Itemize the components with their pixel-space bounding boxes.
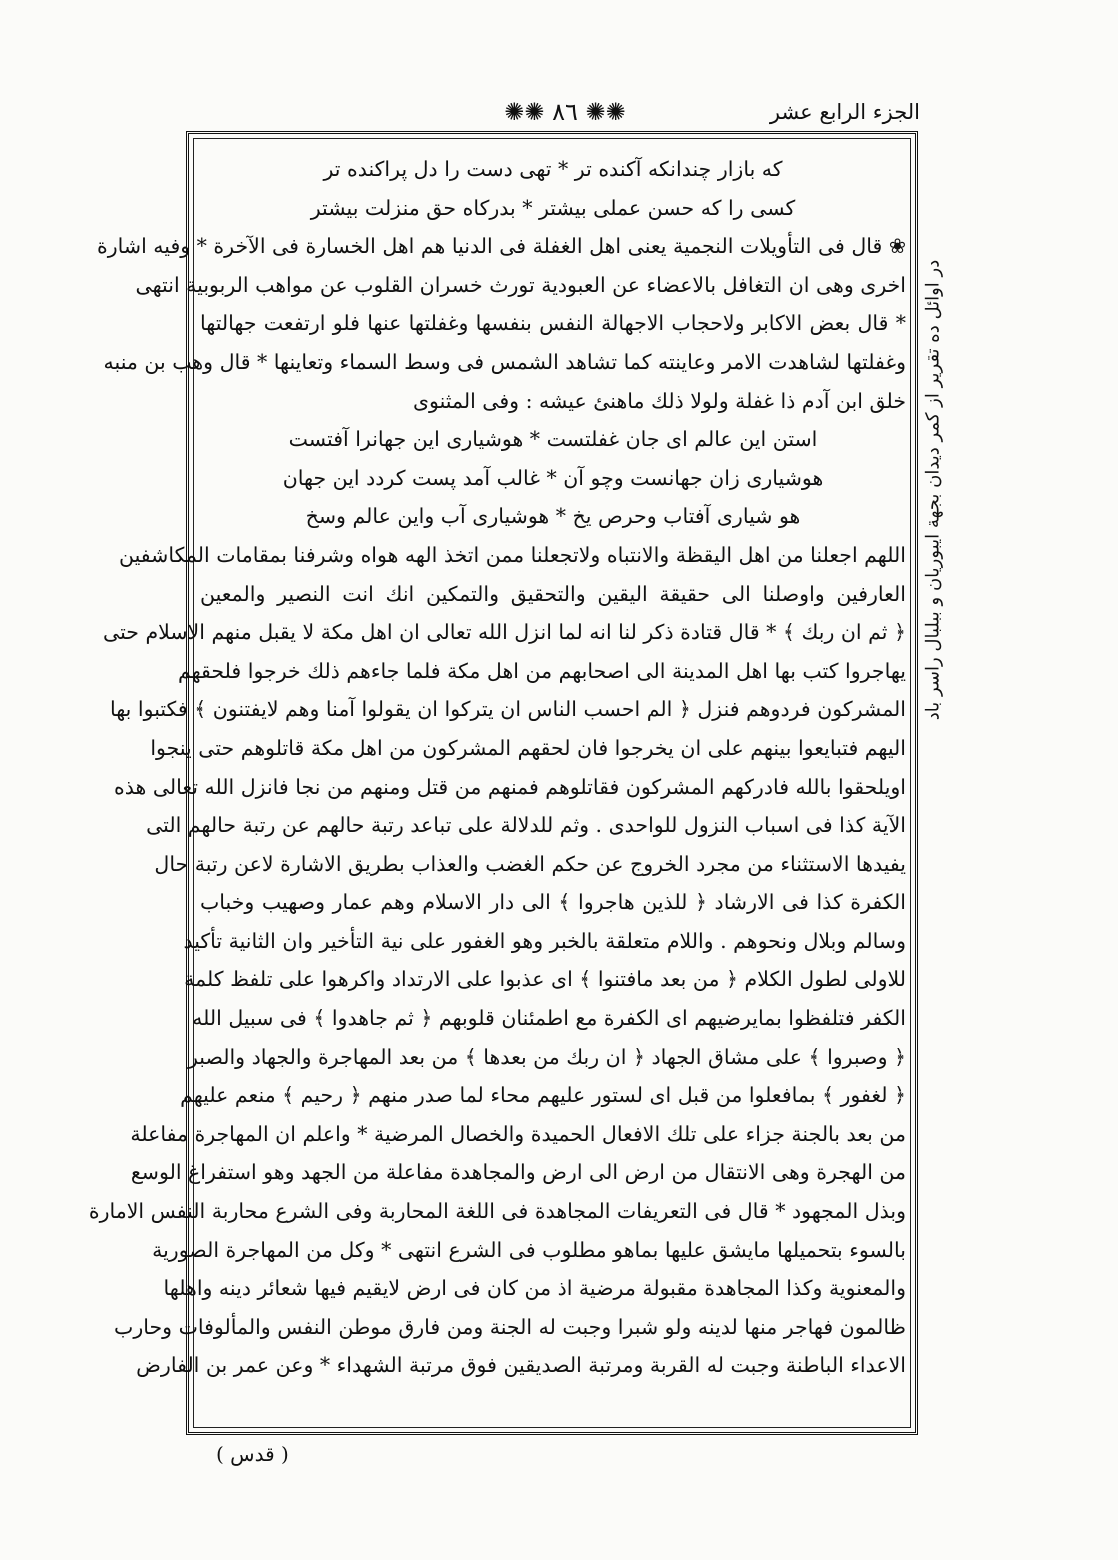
text-line: الاعداء الباطنة وجبت له القربة ومرتبة الصديقين فوق مرتبة الشهداء * وعن عمر بن الفارض bbox=[136, 1353, 906, 1378]
text-line: اخرى وهى ان التغافل بالاعضاء عن العبودية تورث خسران القلوب عن مواهب الربوبية انتهى bbox=[135, 272, 906, 297]
text-line: وبذل المجهود * قال فى التعريفات المجاهدة فى اللغة المحاربة وفى الشرع محاربة النفس الامارة bbox=[88, 1199, 906, 1224]
text-line: وغفلتها لشاهدت الامر وعاينته كما تشاهد الشمس فى وسط السماء وتعاينها * قال وهب بن منبه bbox=[103, 349, 906, 374]
text-line: بالسوء بتحميلها مايشق عليها بماهو مطلوب فى الشرع انتهى * وكل من المهاجرة الصورية bbox=[152, 1237, 906, 1262]
text-line: الكفرة كذا فى الارشاد ﴿ للذين هاجروا ﴾ الى دار الاسلام وهم عمار وصهيب وخباب bbox=[200, 890, 906, 915]
text-line: ﴿ ثم ان ربك ﴾ * قال قتادة ذكر لنا انه لما انزل الله تعالى ان اهل مكة لا يقبل منهم الاسلام حتى bbox=[102, 620, 906, 645]
margin-note bbox=[916, 200, 950, 780]
page-header bbox=[190, 98, 920, 130]
text-line: الكفر فتلفظوا بمايرضيهم اى الكفرة مع اطمئنان قلوبهم ﴿ ثم جاهدوا ﴾ فى سبيل الله bbox=[192, 1006, 906, 1031]
text-line: من الهجرة وهى الانتقال من ارض الى ارض والمجاهدة مفاعلة من الجهد وهو استفراغ الوسع bbox=[130, 1160, 906, 1185]
page-number bbox=[490, 98, 640, 126]
text-line: هوشيارى زان جهانست وچو آن * غالب آمد پست كردد اين جهان bbox=[282, 465, 824, 490]
text-line: المشركون فردوهم فنزل ﴿ الم احسب الناس ان يتركوا ان يقولوا آمنا وهم لايفتنون ﴾ فكتبوا بها bbox=[109, 697, 906, 722]
ornament-right: ✺✺ bbox=[504, 98, 553, 126]
main-text bbox=[88, 150, 906, 1385]
text-line: للاولى لطول الكلام ﴿ من بعد مافتنوا ﴾ اى عذبوا على الارتداد واكرهوا على تلفظ كلمة bbox=[184, 967, 906, 992]
part-label: الجزء الرابع عشر bbox=[769, 100, 920, 124]
text-line: ﴿ لغفور ﴾ بمافعلوا من قبل اى لستور عليهم محاء لما صدر منهم ﴿ رحيم ﴾ منعم عليهم bbox=[180, 1083, 906, 1108]
text-line: الآية كذا فى اسباب النزول للواحدى . وثم للدلالة على تباعد رتبة حالهم عن رتبة حالهم التى bbox=[146, 813, 906, 838]
text-line: ❀ قال فى التأويلات النجمية يعنى اهل الغفلة فى الدنيا هم اهل الخسارة فى الآخرة * وفيه اشارة bbox=[97, 234, 906, 259]
text-line: العارفين واوصلنا الى حقيقة اليقين والتحقيق والتمكين انك انت النصير والمعين bbox=[200, 581, 906, 606]
text-line: وسالم وبلال ونحوهم . واللام متعلقة بالخبر وهو الغفور على نية التأخير وان الثانية تأكيد bbox=[183, 928, 906, 953]
text-line: كسى را كه حسن عملى بيشتر * بدركاه حق منزلت بيشتر bbox=[310, 195, 796, 220]
ornament-left: ✺✺ bbox=[577, 98, 626, 126]
text-line: اويلحقوا بالله فادركهم المشركون فقاتلوهم فمنهم من قتل ومنهم من نجا فانزل الله تعالى هذه bbox=[114, 774, 906, 799]
page-number-text: ٨٦ bbox=[552, 98, 578, 126]
text-line: ﴿ وصبروا ﴾ على مشاق الجهاد ﴿ ان ربك من بعدها ﴾ من بعد المهاجرة والجهاد والصبر bbox=[187, 1044, 906, 1069]
text-line: يفيدها الاستثناء من مجرد الخروج عن حكم الغضب والعذاب بطريق الاشارة لاعن رتبة حال bbox=[154, 851, 906, 876]
text-line: هو شيارى آفتاب وحرص يخ * هوشيارى آب واين عالم وسخ bbox=[305, 504, 801, 529]
text-line: استن اين عالم اى جان غفلتست * هوشيارى اين جهانرا آفتست bbox=[288, 427, 818, 452]
text-line: ظالمون فهاجر منها لدينه ولو شبرا وجبت له الجنة ومن فارق موطن النفس والمألوفات وحارب bbox=[114, 1314, 906, 1339]
catchword: ( قدس ) bbox=[216, 1442, 289, 1466]
text-line: اللهم اجعلنا من اهل اليقظة والانتباه ولاتجعلنا ممن اتخذ الهه هواه وشرفنا بمقامات المكاشفين bbox=[119, 542, 906, 567]
text-line: * قال بعض الاكابر ولاحجاب الاجهالة النفس بنفسها وغفلتها عنها فلو ارتفعت جهالتها bbox=[200, 311, 906, 336]
text-line: من بعد بالجنة جزاء على تلك الافعال الحميدة والخصال المرضية * واعلم ان المهاجرة مفاعلة bbox=[130, 1121, 906, 1146]
text-line: يهاجروا كتب بها اهل المدينة الى اصحابهم من اهل مكة فلما جاءهم ذلك خرجوا فلحقهم bbox=[177, 658, 906, 683]
text-line: كه بازار چندانكه آكنده تر * تهى دست را دل پراكنده تر bbox=[323, 157, 783, 181]
text-line: والمعنوية وكذا المجاهدة مقبولة مرضية اذ من كان فى ارض لايقيم فيها شعائر دينه واهلها bbox=[163, 1276, 906, 1301]
margin-note-text: در اوائل ده تقرير از كمر ديدان بجهة ايبوريان و ببلبال راسر باد bbox=[922, 259, 944, 721]
text-line: خلق ابن آدم ذا غفلة ولولا ذلك ماهنئ عيشه : وفى المثنوى bbox=[412, 388, 906, 413]
text-line: اليهم فتبايعوا بينهم على ان يخرجوا فان لحقهم المشركون من اهل مكة قاتلوهم حتى ينجوا bbox=[150, 735, 906, 760]
